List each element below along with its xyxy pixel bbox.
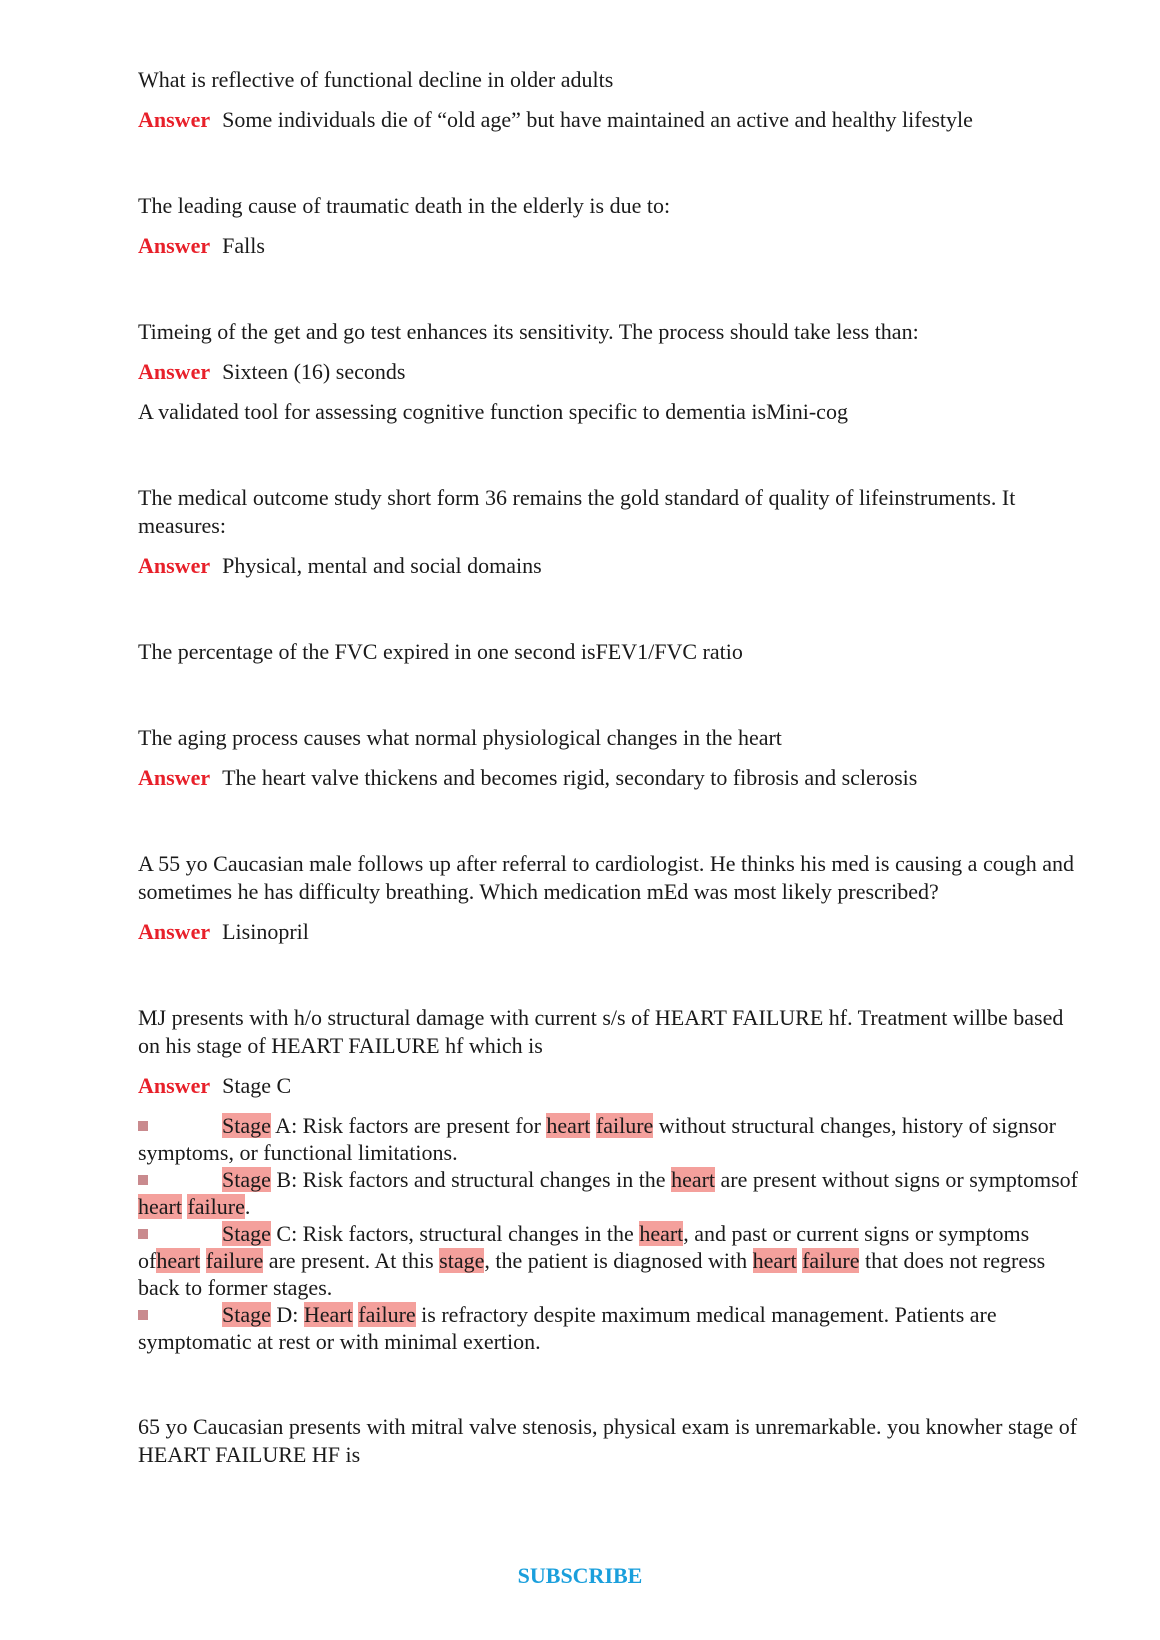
answer-label: Answer xyxy=(138,553,211,578)
stage-list xyxy=(138,1112,1078,1355)
subscribe-link[interactable]: SUBSCRIBE xyxy=(517,1563,643,1588)
answer-7 xyxy=(138,764,1078,792)
answer-text: Falls xyxy=(222,233,265,258)
answer-label: Answer xyxy=(138,359,211,384)
square-bullet-icon xyxy=(138,1121,148,1131)
question-5: The medical outcome study short form 36 remains the gold standard of quality of lifeinstruments. It measures: xyxy=(138,485,1016,538)
stage-c-item: Stage C: Risk factors, structural changes in the heart, and past or current signs or symptoms ofheart failure are present. At this stage, the patient is diagnosed with heart failure that does not regress back to former stages. xyxy=(138,1221,1046,1300)
question-6: The percentage of the FVC expired in one second isFEV1/FVC ratio xyxy=(138,639,743,664)
answer-label: Answer xyxy=(138,107,211,132)
answer-label: Answer xyxy=(138,233,211,258)
question-1: What is reflective of functional decline in older adults xyxy=(138,67,614,92)
document-page xyxy=(138,66,1078,1469)
question-8: A 55 yo Caucasian male follows up after referral to cardiologist. He thinks his med is causing a cough and sometimes he has difficulty breathing. Which medication mEd was most likely prescribed? xyxy=(138,851,1074,904)
answer-1 xyxy=(138,106,1078,134)
question-2: The leading cause of traumatic death in the elderly is due to: xyxy=(138,193,671,218)
question-7: The aging process causes what normal physiological changes in the heart xyxy=(138,725,782,750)
answer-text: Physical, mental and social domains xyxy=(222,553,542,578)
square-bullet-icon xyxy=(138,1175,148,1185)
answer-5 xyxy=(138,552,1078,580)
question-3: Timeing of the get and go test enhances its sensitivity. The process should take less than: xyxy=(138,319,919,344)
question-4: A validated tool for assessing cognitive function specific to dementia isMini-cog xyxy=(138,399,848,424)
answer-text: Stage C xyxy=(222,1073,292,1098)
answer-label: Answer xyxy=(138,765,211,790)
stage-b-item: Stage B: Risk factors and structural changes in the heart are present without signs or symptomsof heart failure. xyxy=(138,1167,1079,1219)
square-bullet-icon xyxy=(138,1310,148,1320)
answer-text: Sixteen (16) seconds xyxy=(222,359,406,384)
square-bullet-icon xyxy=(138,1229,148,1239)
answer-8 xyxy=(138,918,1078,946)
question-9: MJ presents with h/o structural damage with current s/s of HEART FAILURE hf. Treatment willbe based on his stage of HEART FAILURE hf which is xyxy=(138,1005,1064,1058)
answer-label: Answer xyxy=(138,919,211,944)
answer-2 xyxy=(138,232,1078,260)
answer-text: Some individuals die of “old age” but have maintained an active and healthy lifestyle xyxy=(222,107,973,132)
answer-3 xyxy=(138,358,1078,386)
question-10: 65 yo Caucasian presents with mitral valve stenosis, physical exam is unremarkable. you knowher stage of HEART FAILURE HF is xyxy=(138,1414,1078,1467)
answer-label: Answer xyxy=(138,1073,211,1098)
answer-text: Lisinopril xyxy=(222,919,309,944)
stage-a-item: Stage A: Risk factors are present for heart failure without structural changes, history of signsor symptoms, or functional limitations. xyxy=(138,1113,1056,1165)
answer-text: The heart valve thickens and becomes rigid, secondary to fibrosis and sclerosis xyxy=(222,765,918,790)
answer-9 xyxy=(138,1072,1078,1100)
stage-d-item: Stage D: Heart failure is refractory despite maximum medical management. Patients are symptomatic at rest or with minimal exertion. xyxy=(138,1302,997,1354)
